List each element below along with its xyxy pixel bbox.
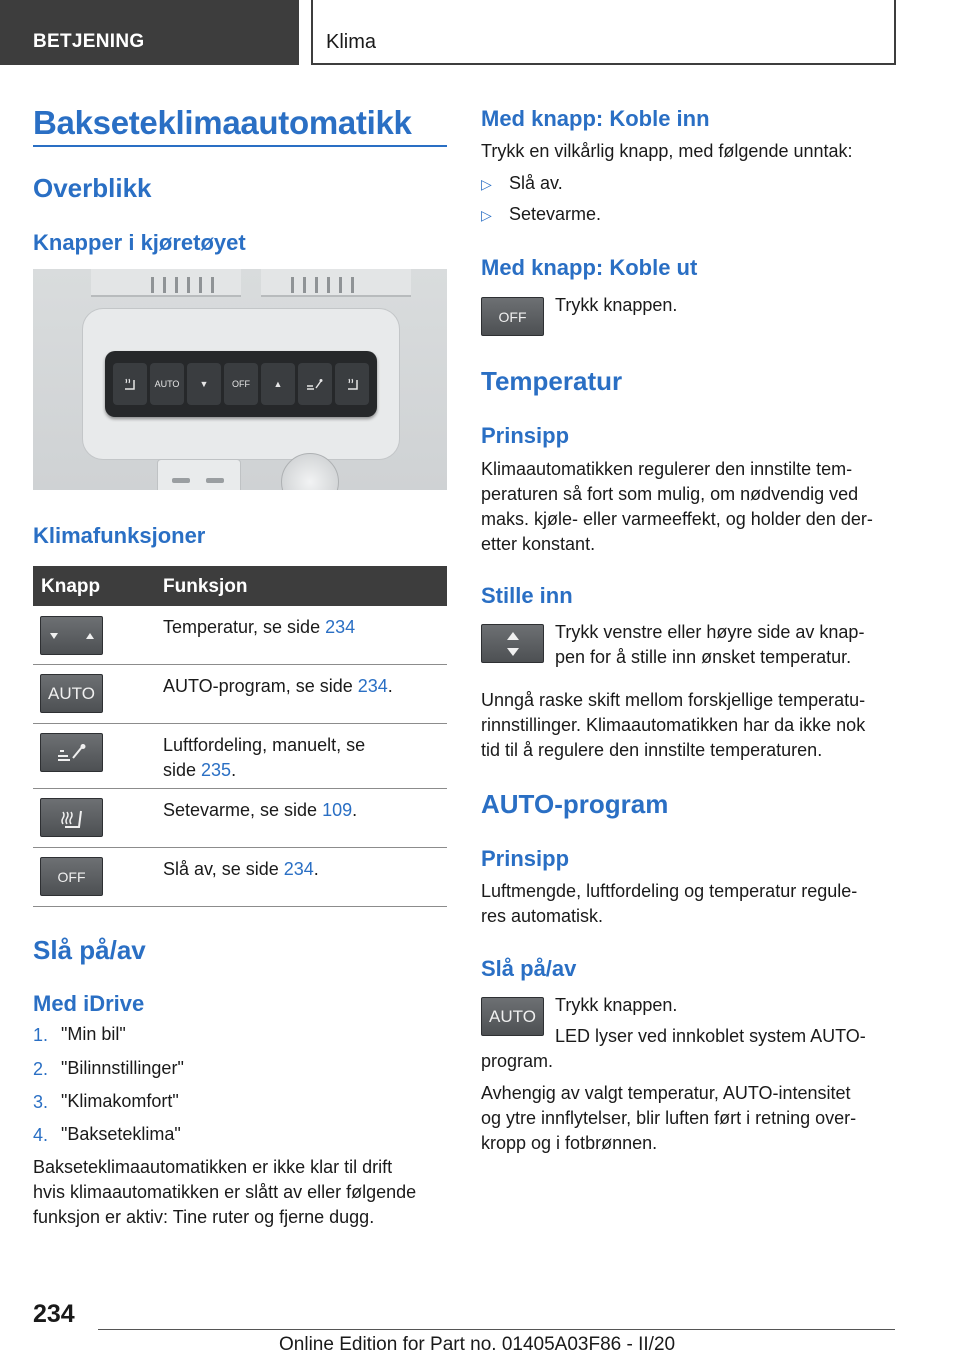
step-number: 2. [33,1059,49,1079]
auto-button-icon: AUTO [481,997,544,1036]
table-header-knapp: Knapp [41,576,101,597]
control-panel-photo [33,269,447,490]
footer-edition: Online Edition for Part no. 01405A03F86 - II/20 [279,1334,676,1355]
led-text-line2: program. [481,1051,554,1071]
photo-air-distribution-button [298,363,332,405]
heading-med-idrive: Med iDrive [33,991,145,1016]
air-distribution-icon [40,733,103,772]
step-text: "Min bil" [61,1024,126,1044]
prinsipp2-text: Luftmengde, luftfordeling og temperatur regule- res automatisk. [481,881,858,926]
step-text: "Klimakomfort" [61,1091,179,1111]
heading-prinsipp-2: Prinsipp [481,846,570,871]
seat-heating-icon [40,798,103,837]
table-row [33,848,447,907]
exception-item: Setevarme. [509,204,602,224]
table-row [33,724,447,789]
heading-auto-program: AUTO-program [481,789,669,819]
footer-rule [98,1329,895,1330]
table-cell-function: Setevarme, se side 109. [163,800,358,820]
heading-sla-pa-av: Slå på/av [33,935,146,965]
koble-ut-text: Trykk knappen. [555,295,678,315]
off-button-icon: OFF [40,857,103,896]
heading-knapper: Knapper i kjøretøyet [33,230,246,255]
page-ref-link[interactable]: 234 [357,676,388,696]
photo-seat-heating-right-button [335,363,369,405]
header-section-label: BETJENING [33,31,145,52]
table-row [33,789,447,848]
trykk-text: Trykk knappen. [555,995,678,1015]
off-button-icon: OFF [481,297,544,336]
table-row [33,606,447,665]
table-row [33,665,447,724]
step-text: "Bakseteklima" [61,1124,181,1144]
panel-buttons [113,363,369,405]
unnga-text: Unngå raske skift mellom forskjellige temperatu- rinnstillinger. Klimaautomatikken har da ikke nok tid til å regulere den innstilte temperaturen. [481,690,866,760]
heading-temperatur: Temperatur [481,366,623,396]
temperature-arrows-icon [40,616,103,655]
header-section-tab [0,0,299,65]
auto-button-icon: AUTO [40,674,103,713]
idrive-note: Bakseteklimaautomatikken er ikke klar til drift hvis klimaautomatikken er slått av eller følgende funksjon er aktiv: Tine ruter og fjerne dugg. [33,1157,417,1227]
climate-panel [105,351,377,417]
header-chapter-label: Klima [326,31,377,53]
heading-klimafunksjoner: Klimafunksjoner [33,523,206,548]
step-number: 1. [33,1025,49,1045]
page-ref-link[interactable]: 109 [322,800,353,820]
temperature-arrows-icon [481,624,544,663]
heading-prinsipp: Prinsipp [481,423,570,448]
stille-inn-text: Trykk venstre eller høyre side av knap- pen for å stille inn ønsket temperatur. [555,622,865,667]
usb-ports [157,459,241,490]
photo-seat-heating-left-button [113,363,147,405]
panel-frame [83,309,399,459]
prinsipp-text: Klimaautomatikken regulerer den innstilte tem- peraturen så fort som mulig, om nødvendig ved maks. kjøle- eller varmeeffekt, og holder den der- etter konstant. [481,459,873,554]
header-chapter-tab [311,0,896,65]
page-ref-link[interactable]: 234 [283,859,314,879]
page-ref-link[interactable]: 234 [325,617,356,637]
step-number: 3. [33,1092,49,1112]
photo-auto-button: AUTO [150,363,184,405]
table-cell-function: Luftfordeling, manuelt, se side 235. [163,735,366,780]
table-cell-function: AUTO-program, se side 234. [163,676,393,696]
table-cell-function: Temperatur, se side 234 [163,617,356,637]
bullet-icon: ▷ [481,207,492,223]
page-title: Bakseteklimaautomatikk [33,104,412,141]
heading-overblikk: Overblikk [33,173,152,203]
heading-koble-ut: Med knapp: Koble ut [481,255,698,280]
page-ref-link[interactable]: 235 [201,760,232,780]
avhengig-text: Avhengig av valgt temperatur, AUTO-intensitet og ytre innflytelser, blir luften ført i retning over- kropp og i fotbrønnen. [481,1083,857,1153]
photo-temp-down-button: ▼ [187,363,221,405]
heading-stille-inn: Stille inn [481,583,573,608]
heading-koble-inn: Med knapp: Koble inn [481,106,710,131]
photo-off-button: OFF [224,363,258,405]
led-text-line1: LED lyser ved innkoblet system AUTO- [555,1026,866,1046]
heading-sla-pa-av-2: Slå på/av [481,956,577,981]
page-number: 234 [33,1300,75,1328]
koble-inn-text: Trykk en vilkårlig knapp, med følgende unntak: [481,141,853,161]
step-number: 4. [33,1125,49,1145]
step-text: "Bilinnstillinger" [61,1058,184,1078]
bullet-icon: ▷ [481,176,492,192]
table-header-funksjon: Funksjon [163,576,248,597]
table-header [33,566,447,606]
photo-temp-up-button: ▲ [261,363,295,405]
table-cell-function: Slå av, se side 234. [163,859,319,879]
exception-item: Slå av. [509,173,563,193]
functions-table [33,566,447,907]
air-vent-left [91,269,241,297]
title-underline [33,145,447,147]
air-vent-right [261,269,411,297]
